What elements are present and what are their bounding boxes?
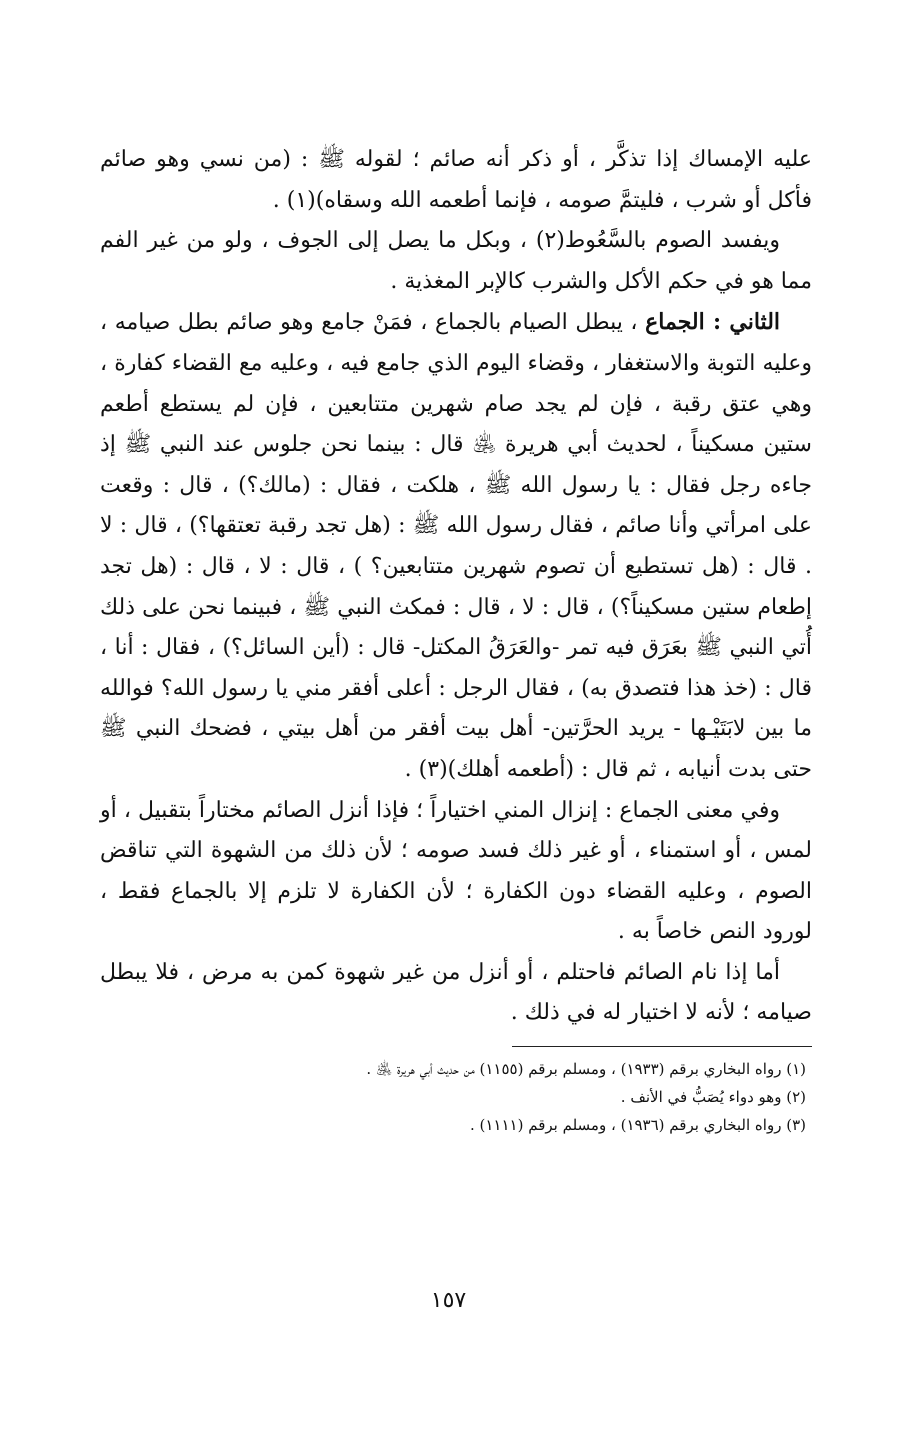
page-content bbox=[100, 140, 812, 1139]
paragraph-5-text: أما إذا نام الصائم فاحتلم ، أو أنزل من غير شهوة كمن به مرض ، فلا يبطل صيامه ؛ لأنه لا اختيار له في ذلك . bbox=[100, 959, 812, 1026]
paragraph-3 bbox=[100, 302, 812, 790]
paragraph-4 bbox=[100, 791, 812, 953]
footnote-divider bbox=[512, 1046, 812, 1047]
paragraph-1 bbox=[100, 140, 812, 221]
paragraph-3-text: ، يبطل الصيام بالجماع ، فمَنْ جامع وهو صائم بطل صيامه ، وعليه التوبة والاستغفار ، وقضاء اليوم الذي جامع فيه ، وعليه مع القضاء كفارة ، وهي عتق رقبة ، فإن لم يجد صام شهرين متتابعين ، فإن لم يستطع أطعم ستين مسكيناً ، لحديث أبي هريرة ﵁ قال : بينما نحن جلوس عند النبي ﷺ إذ جاءه رجل فقال : يا رسول الله ﷺ ، هلكت ، فقال : (مالك؟) ، قال : وقعت على امرأتي وأنا صائم ، فقال رسول الله ﷺ : (هل تجد رقبة تعتقها؟) ، قال : لا . قال : (هل تستطيع أن تصوم شهرين متتابعين؟ ) ، قال : لا ، قال : (هل تجد إطعام ستين مسكيناً؟) ، قال : لا ، قال : فمكث النبي ﷺ ، فبينما نحن على ذلك أُتي النبي ﷺ بعَرَق فيه تمر -والعَرَقُ المكتل- قال : (أين السائل؟) ، فقال : أنا ، قال : (خذ هذا فتصدق به) ، فقال الرجل : أعلى أفقر مني يا رسول الله؟ فوالله ما بين لابَتَيْـها - يريد الحرَّتين- أهل بيت أفقر من أهل بيتي ، فضحك النبي ﷺ حتى بدت أنيابه ، ثم قال : (أطعمه أهلك)(٣) . bbox=[100, 310, 812, 782]
footnotes bbox=[100, 1055, 812, 1139]
body-text bbox=[100, 140, 812, 1034]
footnote-3: (٣) رواه البخاري برقم (١٩٣٦) ، ومسلم برقم (١١١١) . bbox=[469, 1116, 806, 1135]
paragraph-2-text: ويفسد الصوم بالسَّعُوط(٢) ، وبكل ما يصل إلى الجوف ، ولو من غير الفم مما هو في حكم الأكل والشرب كالإبر المغذية . bbox=[100, 228, 812, 294]
paragraph-3-heading: الثاني : الجماع bbox=[645, 309, 781, 336]
footnote-2: (٢) وهو دواء يُصَبُّ في الأنف . bbox=[620, 1088, 806, 1107]
paragraph-4-text: وفي معنى الجماع : إنزال المني اختياراً ؛ فإذا أنزل الصائم مختاراً بتقبيل ، أو لمس ، أو استمناء ، أو غير ذلك فسد صومه ؛ لأن ذلك من الشهوة التي تناقض الصوم ، وعليه القضاء دون الكفارة ؛ لأن الكفارة لا تلزم إلا بالجماع فقط ، لورود النص خاصاً به . bbox=[100, 797, 812, 945]
paragraph-1-text: عليه الإمساك إذا تذكَّر ، أو ذكر أنه صائم ؛ لقوله ﷺ : (من نسي وهو صائم فأكل أو شرب ، فليتمَّ صومه ، فإنما أطعمه الله وسقاه)(١) . bbox=[100, 147, 812, 213]
paragraph-2 bbox=[100, 221, 812, 302]
paragraph-5 bbox=[100, 953, 812, 1034]
footnote-1: (١) رواه البخاري برقم (١٩٣٣) ، ومسلم برقم (١١٥٥) من حديث أبي هريرة ﵁ . bbox=[366, 1060, 806, 1079]
page-number: ١٥٧ bbox=[430, 1288, 467, 1313]
